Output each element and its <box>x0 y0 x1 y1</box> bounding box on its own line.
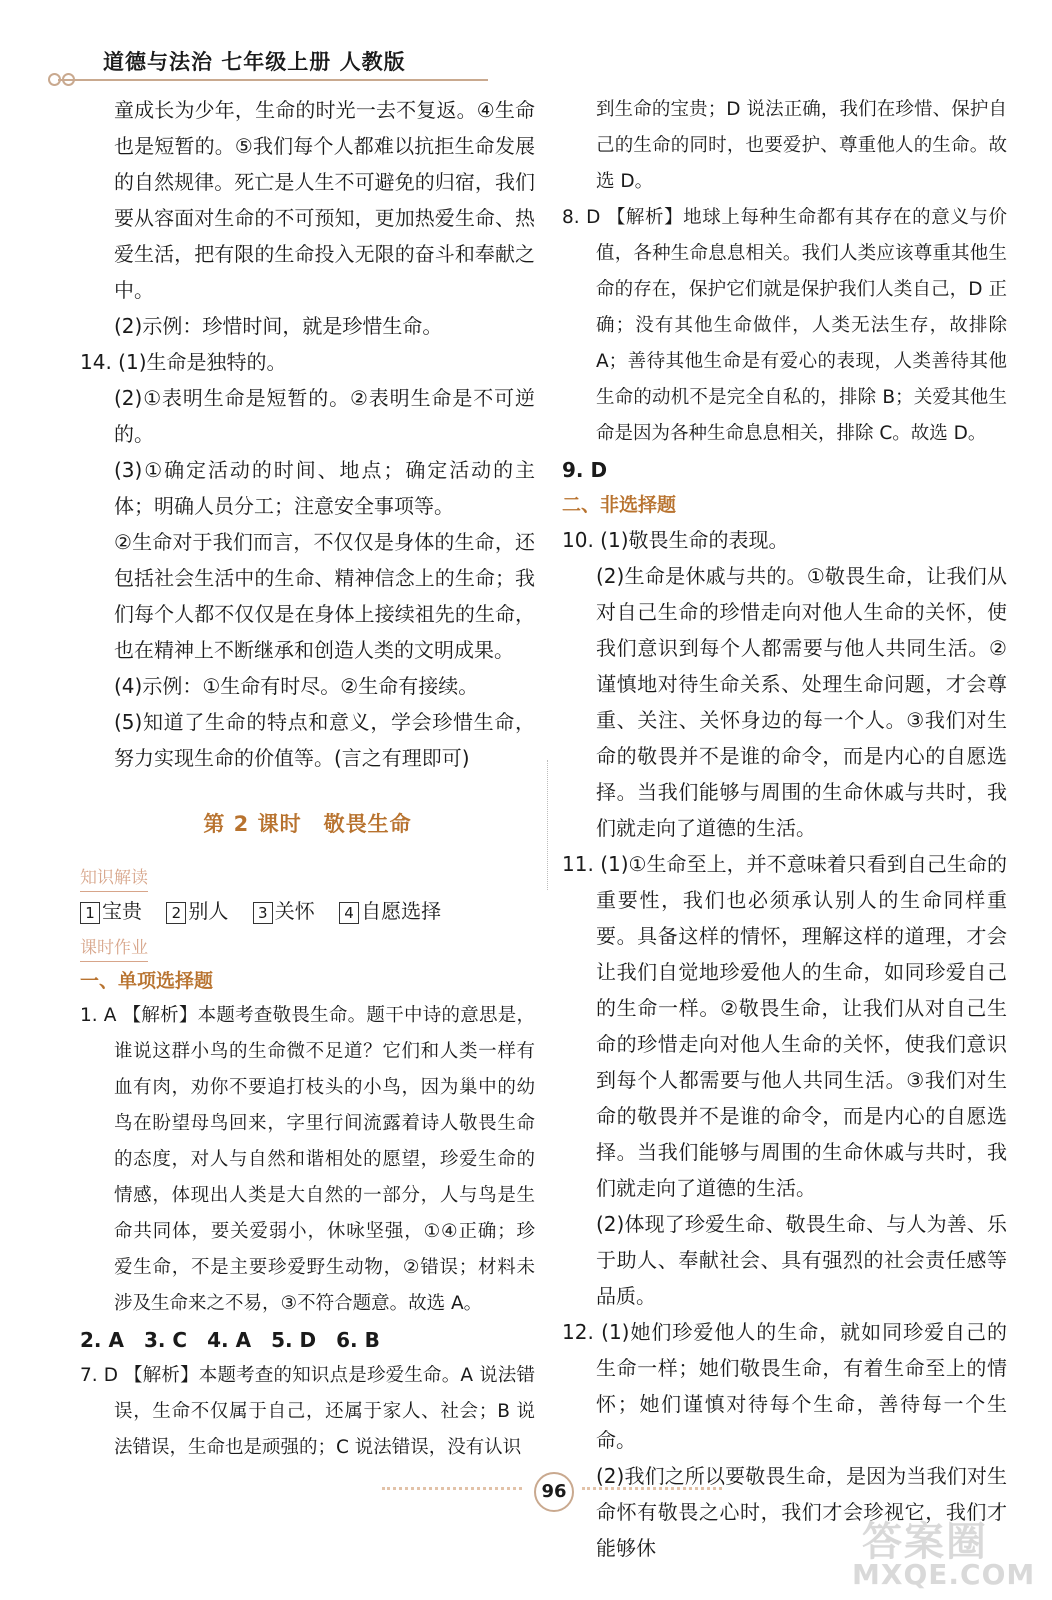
answer-14-part-2: (2)①表明生命是短暂的。②表明生命是不可逆的。 <box>114 386 535 446</box>
keyword-item: 4 自愿选择 <box>339 894 441 928</box>
answer-10-part-1: 10. (1)敬畏生命的表现。 <box>562 528 789 552</box>
left-column <box>80 92 535 1466</box>
answer-1: 1. A 【解析】本题考查敬畏生命。题干中诗的意思是，谁说这群小鸟的生命微不足道？它们和人类一样有血有肉，劝你不要追打枝头的小鸟，因为巢中的幼鸟在盼望母鸟回来，字里行间流露着诗人敬畏生命的态度，对人与自然和谐相处的愿望，珍爱生命的情感，体现出人类是大自然的一部分，人与鸟是生命共同体，要关爱弱小，休咏坚强，①④正确；珍爱生命，不是主要珍爱野生动物，②错误；材料未涉及生命来之不易，③不符合题意。故选 A。 <box>80 1005 535 1314</box>
page-number: 96 <box>534 1472 574 1512</box>
answer-14-part-1: 14. (1)生命是独特的。 <box>80 350 287 374</box>
answer-8: 8. D 【解析】地球上每种生命都有其存在的意义与价值，各种生命息息相关。我们人类应该尊重其他生命的存在，保护它们就是保护我们人类自己，D 正确；没有其他生命做伴，人类无法生存，故排除 A；善待其他生命是有爱心的表现，人类善待其他生命的动机不是完全自私的，排除 B；关爱其他生命是因为各种生命息息相关，排除 C。故选 D。 <box>562 207 1007 444</box>
keyword-item: 2 别人 <box>166 894 228 928</box>
answer-14-part-3b: ②生命对于我们而言，不仅仅是身体的生命，还包括社会生活中的生命、精神信念上的生命；我们每个人都不仅仅是在身体上接续祖先的生命，也在精神上不断继承和创造人类的文明成果。 <box>114 530 535 662</box>
keyword-item: 3 关怀 <box>253 894 315 928</box>
blank-number: 4 <box>339 902 359 924</box>
watermark-text: 答案圈 <box>862 1519 988 1565</box>
page-header <box>48 40 508 90</box>
watermark-url: MXQE.COM <box>852 1558 1036 1591</box>
section-heading-non-choice: 二、非选择题 <box>562 494 677 516</box>
right-column <box>562 92 1007 1566</box>
homework-section-label: 课时作业 <box>80 928 535 964</box>
lesson-title: 第 2 课时 敬畏生命 <box>203 812 412 836</box>
answers-2-to-6: 2. A 3. C 4. A 5. D 6. B <box>80 1328 380 1352</box>
watermark-logo <box>842 1506 1042 1592</box>
keyword-item: 1 宝贵 <box>80 894 142 928</box>
knowledge-section-label: 知识解读 <box>80 858 535 894</box>
answer-13-part-2: (2)示例：珍惜时间，就是珍惜生命。 <box>114 314 443 338</box>
keyword-list <box>80 894 535 928</box>
header-rule <box>58 79 488 81</box>
answer-13-continued: 童成长为少年，生命的时光一去不复返。④生命也是短暂的。⑤我们每个人都难以抗拒生命发展的自然规律。死亡是人生不可避免的归宿，我们要从容面对生命的不可预知，更加热爱生命、热爱生活，把有限的生命投入无限的奋斗和奉献之中。 <box>114 98 535 302</box>
answer-7-continued: 到生命的宝贵；D 说法正确，我们在珍惜、保护自己的生命的同时，也要爱护、尊重他人的生命。故选 D。 <box>596 99 1007 192</box>
answer-11-part-1: 11. (1)①生命至上，并不意味着只看到自己生命的重要性，我们也必须承认别人的生命同样重要。具备这样的情怀，理解这样的道理，才会让我们自觉地珍爱他人的生命，如同珍爱自己的生命一样。②敬畏生命，让我们从对自己生命的珍惜走向对他人生命的关怀，使我们意识到每个人都需要与他人共同生活。③我们对生命的敬畏并不是谁的命令，而是内心的自愿选择。当我们能够与周围的生命休戚与共时，我们就走向了道德的生活。 <box>562 852 1007 1200</box>
answer-14-part-5: (5)知道了生命的特点和意义，学会珍惜生命，努力实现生命的价值等。(言之有理即可) <box>114 710 535 770</box>
footer-dots-right <box>582 1487 722 1490</box>
answer-11-part-2: (2)体现了珍爱生命、敬畏生命、与人为善、乐于助人、奉献社会、具有强烈的社会责任感等品质。 <box>596 1212 1007 1308</box>
answer-10-part-2: (2)生命是休戚与共的。①敬畏生命，让我们从对自己生命的珍惜走向对他人生命的关怀，使我们意识到每个人都需要与他人共同生活。②谨慎地对待生命关系、处理生命问题，才会尊重、关注、关怀身边的每一个人。③我们对生命的敬畏并不是谁的命令，而是内心的自愿选择。当我们能够与周围的生命休戚与共时，我们就走向了道德的生活。 <box>596 564 1007 840</box>
page-footer <box>0 1470 1052 1510</box>
answer-12-part-1: 12. (1)她们珍爱他人的生命，就如同珍爱自己的生命一样；她们敬畏生命，有着生命至上的情怀；她们谨慎对待每个生命，善待每一个生命。 <box>562 1320 1007 1452</box>
answer-9: 9. D <box>562 458 608 482</box>
answer-12-part-2: (2)我们之所以要敬畏生命，是因为当我们对生命怀有敬畏之心时，我们才会珍视它，我们才能够休 <box>596 1464 1007 1560</box>
column-divider <box>547 760 548 890</box>
book-title: 道德与法治 七年级上册 人教版 <box>103 50 406 74</box>
section-heading-single-choice: 一、单项选择题 <box>80 970 214 992</box>
answer-14-part-4: (4)示例：①生命有时尽。②生命有接续。 <box>114 674 479 698</box>
blank-number: 1 <box>80 902 100 924</box>
answer-7: 7. D 【解析】本题考查的知识点是珍爱生命。A 说法错误，生命不仅属于自己，还属于家人、社会；B 说法错误，生命也是顽强的；C 说法错误，没有认识 <box>80 1365 535 1458</box>
blank-number: 3 <box>253 902 273 924</box>
footer-dots-left <box>382 1487 522 1490</box>
answer-14-part-3: (3)①确定活动的时间、地点；确定活动的主体；明确人员分工；注意安全事项等。 <box>114 458 535 518</box>
blank-number: 2 <box>166 902 186 924</box>
